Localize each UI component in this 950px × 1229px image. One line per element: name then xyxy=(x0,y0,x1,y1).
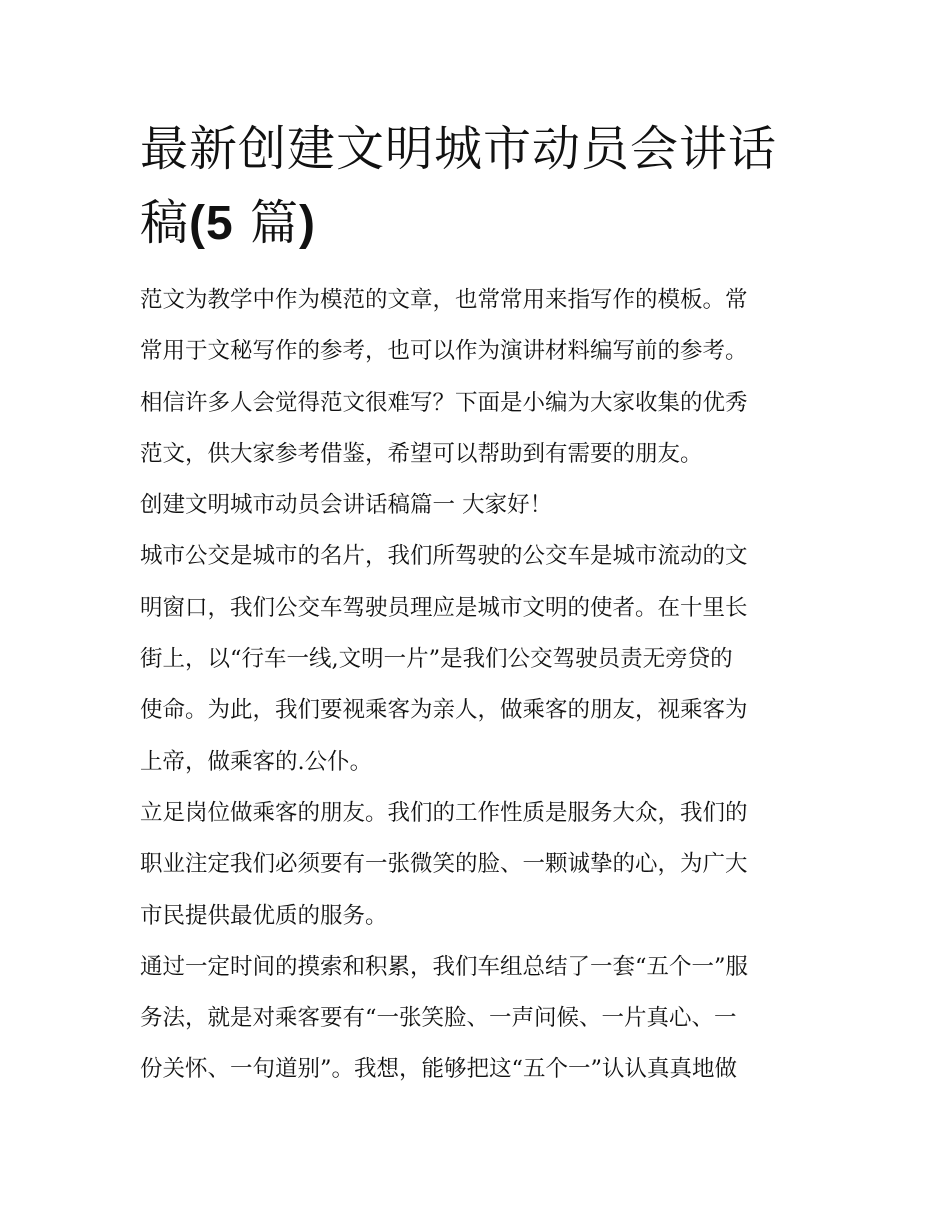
title-line-2-mid: 篇 xyxy=(233,195,299,251)
body-line: 城市公交是城市的名片，我们所驾驶的公交车是城市流动的文 xyxy=(140,543,748,570)
body-line: 范文，供大家参考借鉴，希望可以帮助到有需要的朋友。 xyxy=(140,440,703,467)
body-line: 立足岗位做乘客的朋友。我们的工作性质是服务大众，我们的 xyxy=(140,799,748,826)
document-title xyxy=(140,112,820,261)
body-line: 市民提供最优质的服务。 xyxy=(140,902,388,929)
body-line: 范文为教学中作为模范的文章，也常常用来指写作的模板。常 xyxy=(140,287,748,313)
title-line-2-number: (5 xyxy=(189,197,234,250)
title-line-1: 最新创建文明城市动员会讲话 xyxy=(140,121,778,177)
body-line: 通过一定时间的摸索和积累，我们车组总结了一套“五个一”服 xyxy=(140,953,749,980)
body-line: 务法，就是对乘客要有“一张笑脸、一声问候、一片真心、一 xyxy=(140,1005,737,1032)
body-line: 职业注定我们必须要有一张微笑的脸、一颗诚挚的心，为广大 xyxy=(140,851,748,878)
body-line: 街上，以“行车一线,文明一片”是我们公交驾驶员责无旁贷的 xyxy=(140,646,733,673)
document-body xyxy=(140,275,820,1096)
body-line: 使命。为此，我们要视乘客为亲人，做乘客的朋友，视乘客为 xyxy=(140,697,748,724)
body-line: 上帝，做乘客的.公仆。 xyxy=(140,748,373,775)
body-line: 明窗口，我们公交车驾驶员理应是城市文明的使者。在十里长 xyxy=(140,594,748,621)
body-line: 创建文明城市动员会讲话稿篇一 大家好！ xyxy=(140,492,553,519)
title-line-2-prefix: 稿 xyxy=(140,195,190,251)
body-line: 常用于文秘写作的参考，也可以作为演讲材料编写前的参考。 xyxy=(140,338,748,365)
body-line: 相信许多人会觉得范文很难写？下面是小编为大家收集的优秀 xyxy=(140,389,748,416)
title-line-2-suffix: ) xyxy=(298,197,316,250)
body-line: 份关怀、一句道别”。我想，能够把这“五个一”认认真真地做 xyxy=(140,1056,738,1083)
